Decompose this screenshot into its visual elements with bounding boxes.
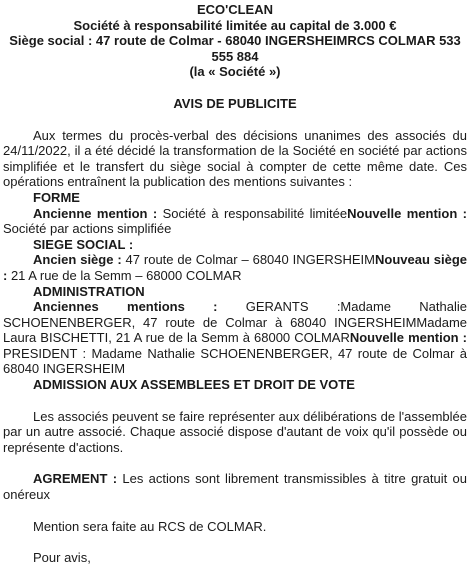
agrement-paragraph <box>3 471 467 502</box>
administration-heading: ADMINISTRATION <box>33 283 145 299</box>
administration-mentions <box>3 299 467 377</box>
siege-mentions <box>3 252 467 283</box>
forme-heading: FORME <box>33 189 80 205</box>
rcs-note: Mention sera faite au RCS de COLMAR. <box>33 518 267 534</box>
forme-new-label: Nouvelle mention : <box>347 205 467 221</box>
company-siege-line2: 555 884 <box>211 48 259 64</box>
intro-paragraph: Aux termes du procès-verbal des décisions unanimes des associés du 24/11/2022, il a été décidé la transformation de la Société en société par actions simplifiée et le transfert du siège social à compter de cette même date. Ces opérations entraînent la publication des mentions suivantes : <box>3 127 467 190</box>
agrement-text: Les actions sont librement transmissibles à titre gratuit ou onéreux <box>3 471 467 503</box>
administration-new-label: Nouvelle mention : <box>349 330 467 346</box>
administration-new-value: PRESIDENT : Madame Nathalie SCHOENENBERGER, 47 route de Colmar à 68040 INGERSHEIM <box>3 345 467 377</box>
siege-old-label: Ancien siège : <box>33 252 122 268</box>
forme-mentions <box>3 206 467 237</box>
company-siege-line1: Siège social : 47 route de Colmar - 68040 INGERSHEIMRCS COLMAR 533 <box>9 33 461 49</box>
admission-heading: ADMISSION AUX ASSEMBLEES ET DROIT DE VOTE <box>33 377 355 393</box>
siege-heading: SIEGE SOCIAL : <box>33 236 134 252</box>
company-alias: (la « Société ») <box>189 64 281 80</box>
admission-paragraph: Les associés peuvent se faire représenter aux délibérations de l'assemblée par un autre associé. Chaque associé dispose d'autant de voix qu'il possède ou représente d'actions. <box>3 408 467 455</box>
administration-old-label: Anciennes mentions : <box>33 299 218 315</box>
notice-header <box>3 2 467 80</box>
forme-old-label: Ancienne mention : <box>33 205 158 221</box>
siege-new-label: Nouveau siège : <box>3 252 468 283</box>
administration-old-value: GERANTS :Madame Nathalie SCHOENENBERGER, 47 route de Colmar à 68040 INGERSHEIMMadame Laura BISCHETTI, 21 A rue de la Semm à 68000 COLMAR <box>3 299 467 346</box>
closing: Pour avis, <box>33 550 91 566</box>
company-name: ECO'CLEAN <box>196 2 274 17</box>
notice-title: AVIS DE PUBLICITE <box>173 95 297 111</box>
siege-new-value: 21 A rue de la Semm – 68000 COLMAR <box>7 267 242 283</box>
agrement-label: AGREMENT : <box>33 471 118 487</box>
company-capital: Société à responsabilité limitée au capital de 3.000 € <box>73 17 397 33</box>
forme-new-value: Société par actions simplifiée <box>3 221 172 237</box>
forme-old-value: Société à responsabilité limitée <box>157 205 348 221</box>
siege-old-value: 47 route de Colmar – 68040 INGERSHEIM <box>121 252 375 268</box>
